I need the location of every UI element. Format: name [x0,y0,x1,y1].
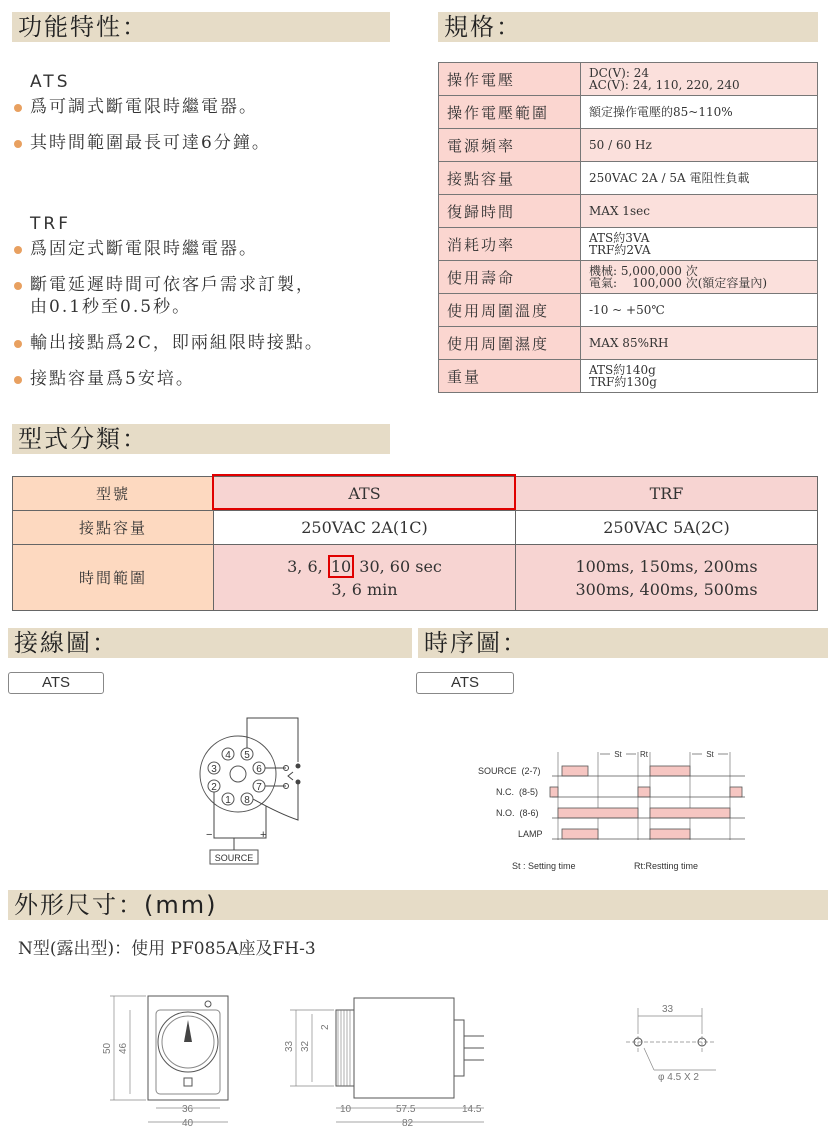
timing-pulse [650,766,690,776]
spec-row [439,129,818,162]
model-time-row [13,545,818,611]
model-trf-time [516,545,818,611]
bullet-icon [14,140,22,148]
wiring-diagram [190,714,320,870]
spec-value [581,360,818,393]
model-ats-time [214,545,516,611]
plus-label: + [260,829,267,841]
dim-label: 33 [284,1040,295,1052]
pin-label: 4 [225,750,231,761]
feature-text: 爲固定式斷電限時繼電器。 [30,239,258,259]
spec-line: TRF約130g [589,375,657,389]
ats-features [12,72,392,168]
trf-time-text: 300ms, 400ms, 500ms [575,579,758,599]
spec-value [581,129,818,162]
model-ats-header: ATS [214,477,516,511]
spec-label: 使用周圍濕度 [439,327,581,360]
ats-feature-title: ATS [30,72,71,92]
minus-label: − [206,829,213,841]
timing-pulse [638,787,650,797]
spec-table [438,62,818,393]
spec-row [439,294,818,327]
spec-label: 操作電壓 [439,63,581,96]
pin-label: 2 [211,782,217,793]
dim-label: 82 [402,1118,414,1129]
ats-time-text: 3, 6 min [331,579,398,599]
bullet-icon [14,282,22,290]
spec-line: AC(V): 24, 110, 220, 240 [589,78,740,92]
spec-row [439,360,818,393]
legend-rt: Rt:Restting time [634,861,699,871]
dim-label: 57.5 [396,1104,416,1115]
spec-line: ATS約3VA [589,231,650,245]
spec-row [439,228,818,261]
pin-label: 7 [256,782,262,793]
spec-label: 電源頻率 [439,129,581,162]
dim-label: 14.5 [462,1104,482,1115]
pin-label: 1 [225,795,231,806]
spec-value [581,294,818,327]
wiring-model-tag [8,672,104,694]
dim-label: 2 [320,1024,331,1030]
timing-tag-text: ATS [450,674,480,691]
feature-text: 輸出接點爲2C，即兩組限時接點。 [30,333,324,353]
feature-text: 爲可調式斷電限時繼電器。 [30,97,258,117]
ats-time-text: 3, 6, [287,556,328,576]
dim-label: 32 [300,1040,311,1052]
ats-feature-item [12,132,392,154]
mounting-drawing [620,1000,740,1090]
spec-line: ATS約140g [589,363,656,377]
section-timing-title [418,628,828,658]
section-models-title [12,424,390,454]
contact-arm [288,772,293,780]
bullet-icon [14,104,22,112]
model-trf-header: TRF [516,477,818,511]
dim-label: 50 [102,1042,113,1054]
spec-line: 機械: 5,000,000 次 [589,264,698,278]
bullet-icon [14,246,22,254]
spec-value [581,195,818,228]
pin-label: 6 [256,764,262,775]
wiring-tag-text: ATS [41,674,71,691]
features-title-text: 功能特性： [18,13,148,41]
spec-row [439,327,818,360]
spec-label: 重量 [439,360,581,393]
spec-line: DC(V): 24 [589,66,649,80]
trf-feature-title: TRF [30,214,71,234]
spec-line: 電氣: 100,000 次(額定容量內) [589,276,768,290]
bullet-icon [14,376,22,384]
dim-label: φ 4.5 X 2 [658,1072,699,1083]
pin-label: 8 [244,795,250,806]
feature-text: 斷電延遲時間可依客戶需求訂製， [30,275,315,295]
section-features-title [12,12,390,42]
dim-label: 40 [182,1118,194,1129]
section-wiring-title [8,628,412,658]
spec-line: 50 / 60 Hz [589,138,652,152]
spec-line: 額定操作電壓的85~110% [589,105,733,119]
spec-line: MAX 1sec [589,204,650,218]
timing-model-tag [416,672,514,694]
dim-label: 10 [340,1104,352,1115]
spec-label: 使用壽命 [439,261,581,294]
timing-pulse [650,829,690,839]
model-time-label: 時間範圍 [13,545,214,611]
spec-value [581,228,818,261]
trf-feature-item [12,238,402,260]
model-header-label: 型號 [13,477,214,511]
front-view-drawing [96,990,236,1130]
timing-pulse [730,787,742,797]
model-trf-contact: 250VAC 5A(2C) [516,511,818,545]
spec-label: 消耗功率 [439,228,581,261]
socket-center [230,766,246,782]
dimension-type-note: N型(露出型)：使用 PF085A座及FH-3 [18,939,316,959]
timing-pulse [550,787,558,797]
dim-label: 36 [182,1104,194,1115]
spec-value [581,327,818,360]
timing-pulse [558,808,638,818]
dimensions-title-text: 外形尺寸：(mm) [14,891,218,919]
spec-line: MAX 85%RH [589,336,669,350]
spec-row [439,261,818,294]
bullet-icon [14,340,22,348]
timing-row-label: LAMP [518,829,543,839]
model-contact-row [13,511,818,545]
model-contact-label: 接點容量 [13,511,214,545]
trf-feature-item [12,274,402,318]
spec-label: 使用周圍溫度 [439,294,581,327]
model-ats-contact: 250VAC 2A(1C) [214,511,516,545]
timing-row-label: SOURCE (2-7) [478,766,541,776]
spec-line: 250VAC 2A / 5A 電阻性負載 [589,171,750,185]
trf-feature-item [12,332,402,354]
timing-row-label: N.C. (8-5) [496,787,539,797]
specs-title-text: 規格： [444,13,522,41]
dial-pointer-icon [184,1020,192,1042]
spec-row [439,195,818,228]
side-view-drawing [276,990,506,1130]
timing-diagram [470,744,760,876]
models-title-text: 型式分類： [18,425,148,453]
spec-line: TRF約2VA [589,243,651,257]
st-label: St [706,750,714,759]
wiring-title-text: 接線圖： [14,629,118,657]
spec-label: 接點容量 [439,162,581,195]
section-specs-title [438,12,818,42]
timing-row-label: N.O. (8-6) [496,808,539,818]
trf-features [12,214,402,404]
spec-label: 操作電壓範圍 [439,96,581,129]
timing-pulse [562,766,588,776]
st-label: St [614,750,622,759]
ats-feature-item [12,96,392,118]
dim-label: 46 [118,1042,129,1054]
spec-value [581,261,818,294]
legend-st: St : Setting time [512,861,576,871]
pin-label: 5 [244,750,250,761]
ats-time-text: 30, 60 sec [354,556,442,576]
spec-value [581,96,818,129]
spec-row [439,96,818,129]
section-dimensions-title [8,890,828,920]
feature-text: 接點容量爲5安培。 [30,369,195,389]
dim-label: 33 [662,1004,674,1015]
ats-time-highlight: 10 [328,555,354,578]
timing-pulse [650,808,730,818]
rt-label: Rt [640,750,648,759]
spec-line: -10 ~ +50℃ [589,303,665,317]
pin-label: 3 [211,764,217,775]
spec-value [581,63,818,96]
trf-time-text: 100ms, 150ms, 200ms [575,556,758,576]
spec-row [439,63,818,96]
feature-text: 其時間範圍最長可達6分鐘。 [30,133,271,153]
ats-header-highlight [212,474,516,510]
side-knob [336,1010,354,1086]
trf-feature-item [12,368,402,390]
spec-label: 復歸時間 [439,195,581,228]
spec-row [439,162,818,195]
feature-text: 由0.1秒至0.5秒。 [30,297,192,317]
source-label: SOURCE [214,853,254,863]
side-body-outline [354,998,454,1098]
timing-title-text: 時序圖： [424,629,528,657]
timing-pulse [562,829,598,839]
spec-value [581,162,818,195]
